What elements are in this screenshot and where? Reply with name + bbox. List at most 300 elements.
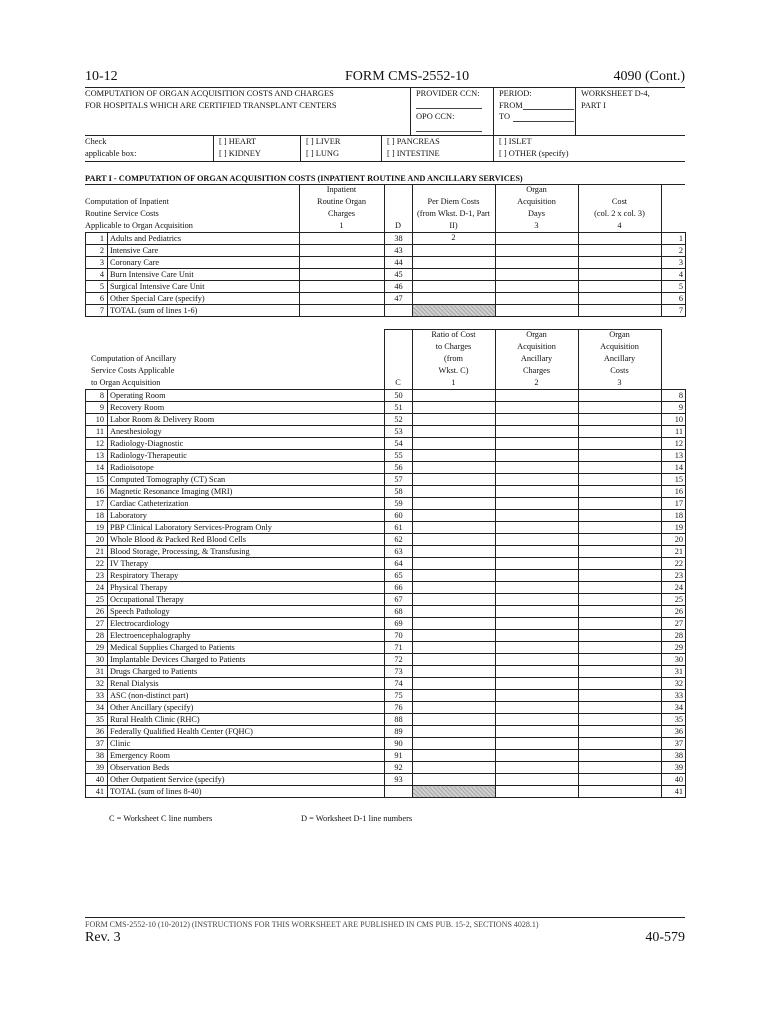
line-number: 33	[86, 690, 108, 702]
wkst-c-line-ref: 51	[385, 402, 413, 414]
per-diem-cell[interactable]	[413, 245, 496, 257]
costs-cell[interactable]	[579, 474, 662, 486]
line-label: Labor Room & Delivery Room	[108, 414, 385, 426]
line-number: 41	[86, 786, 108, 798]
line-number: 20	[86, 534, 108, 546]
costs-cell[interactable]	[579, 546, 662, 558]
wkst-c-line-ref: 52	[385, 414, 413, 426]
per-diem-cell[interactable]	[413, 293, 496, 305]
charges-cell[interactable]	[300, 257, 385, 269]
line-number-right: 13	[662, 450, 686, 462]
wkst-c-line-ref: 64	[385, 558, 413, 570]
wkst-c-line-ref: 93	[385, 774, 413, 786]
per-diem-cell[interactable]	[413, 269, 496, 281]
check-label: Check	[85, 137, 107, 146]
charges-cell[interactable]	[496, 390, 579, 402]
line-number-right: 17	[662, 498, 686, 510]
ratio-cell[interactable]	[413, 414, 496, 426]
line-number-right: 31	[662, 666, 686, 678]
line-number: 29	[86, 642, 108, 654]
table-row	[86, 618, 686, 630]
ratio-cell[interactable]	[413, 582, 496, 594]
costs-cell[interactable]	[579, 534, 662, 546]
wkst-c-line-ref: 68	[385, 606, 413, 618]
charges-cell[interactable]	[496, 726, 579, 738]
charges-cell[interactable]	[496, 402, 579, 414]
line-number: 39	[86, 762, 108, 774]
ratio-cell[interactable]	[413, 390, 496, 402]
line-label: Physical Therapy	[108, 582, 385, 594]
charges-cell[interactable]	[496, 522, 579, 534]
line-number-right: 35	[662, 714, 686, 726]
table-row	[86, 606, 686, 618]
costs-cell[interactable]	[579, 666, 662, 678]
charges-cell[interactable]	[496, 558, 579, 570]
wkst-c-line-ref: 75	[385, 690, 413, 702]
costs-cell[interactable]	[579, 498, 662, 510]
table-row	[86, 498, 686, 510]
charges-cell[interactable]	[496, 414, 579, 426]
ratio-cell[interactable]	[413, 510, 496, 522]
costs-cell[interactable]	[579, 630, 662, 642]
line-number: 4	[86, 269, 108, 281]
line-label: TOTAL (sum of lines 8-40)	[108, 786, 385, 798]
line-number-right: 5	[662, 281, 686, 293]
table-row	[86, 750, 686, 762]
ratio-cell[interactable]	[413, 618, 496, 630]
charges-cell[interactable]	[496, 630, 579, 642]
line-number-right: 33	[662, 690, 686, 702]
table-row	[86, 558, 686, 570]
days-cell[interactable]	[496, 281, 579, 293]
table-row	[86, 390, 686, 402]
table-row	[86, 570, 686, 582]
ratio-cell[interactable]	[413, 774, 496, 786]
charges-cell[interactable]	[496, 654, 579, 666]
line-number: 13	[86, 450, 108, 462]
line-number-right: 32	[662, 678, 686, 690]
line-label: Cardiac Catheterization	[108, 498, 385, 510]
table-row	[86, 245, 686, 257]
line-number-right: 29	[662, 642, 686, 654]
provider-ccn-field[interactable]	[416, 108, 482, 109]
ratio-cell[interactable]	[413, 642, 496, 654]
days-cell[interactable]	[496, 257, 579, 269]
line-label: Other Outpatient Service (specify)	[108, 774, 385, 786]
wkst-c-line-ref: 63	[385, 546, 413, 558]
line-number: 9	[86, 402, 108, 414]
ratio-cell[interactable]	[413, 426, 496, 438]
charges-cell[interactable]	[496, 642, 579, 654]
days-cell[interactable]	[496, 245, 579, 257]
checkbox-islet[interactable]: [ ] ISLET	[499, 137, 532, 146]
days-cell[interactable]	[496, 233, 579, 245]
charges-cell[interactable]	[496, 702, 579, 714]
line-number-right: 23	[662, 570, 686, 582]
line-label: Other Special Care (specify)	[108, 293, 300, 305]
costs-cell[interactable]	[579, 390, 662, 402]
checkbox-heart[interactable]: [ ] HEART	[219, 137, 257, 146]
note-worksheet-c: C = Worksheet C line numbers	[109, 814, 213, 823]
table-row	[86, 654, 686, 666]
routine-col-d: D	[395, 221, 401, 230]
line-label: Burn Intensive Care Unit	[108, 269, 300, 281]
line-label: Renal Dialysis	[108, 678, 385, 690]
ratio-cell[interactable]	[413, 750, 496, 762]
line-number: 30	[86, 654, 108, 666]
line-number: 7	[86, 305, 108, 317]
cost-cell[interactable]	[579, 281, 662, 293]
table-row	[86, 414, 686, 426]
ancillary-col3-heading: Organ Acquisition Ancillary Costs 3	[600, 330, 639, 387]
charges-cell[interactable]	[496, 450, 579, 462]
charges-cell[interactable]	[496, 606, 579, 618]
costs-cell[interactable]	[579, 522, 662, 534]
costs-cell[interactable]	[579, 618, 662, 630]
costs-cell[interactable]	[579, 702, 662, 714]
line-label: Rural Health Clinic (RHC)	[108, 714, 385, 726]
cost-cell[interactable]	[579, 233, 662, 245]
line-number-right: 39	[662, 762, 686, 774]
wkst-c-line-ref: 90	[385, 738, 413, 750]
costs-cell[interactable]	[579, 510, 662, 522]
charges-cell[interactable]	[300, 269, 385, 281]
costs-cell[interactable]	[579, 462, 662, 474]
costs-cell[interactable]	[579, 738, 662, 750]
line-number: 2	[86, 245, 108, 257]
line-number-right: 37	[662, 738, 686, 750]
line-number-right: 27	[662, 618, 686, 630]
line-label: Federally Qualified Health Center (FQHC)	[108, 726, 385, 738]
costs-cell[interactable]	[579, 486, 662, 498]
cost-cell[interactable]	[579, 293, 662, 305]
wkst-c-line-ref	[385, 786, 413, 798]
line-number: 18	[86, 510, 108, 522]
charges-cell[interactable]	[496, 786, 579, 798]
ratio-cell[interactable]	[413, 462, 496, 474]
line-label: Other Ancillary (specify)	[108, 702, 385, 714]
ratio-cell[interactable]	[413, 654, 496, 666]
line-number: 35	[86, 714, 108, 726]
ancillary-desc-heading: Computation of Ancillary Service Costs Applicable to Organ Acquisition	[91, 354, 177, 387]
days-cell[interactable]	[496, 293, 579, 305]
charges-cell[interactable]	[496, 594, 579, 606]
cost-cell[interactable]	[579, 245, 662, 257]
wkst-c-line-ref: 50	[385, 390, 413, 402]
table-row	[86, 269, 686, 281]
line-label: Recovery Room	[108, 402, 385, 414]
charges-cell[interactable]	[496, 750, 579, 762]
line-number: 17	[86, 498, 108, 510]
costs-cell[interactable]	[579, 678, 662, 690]
charges-cell[interactable]	[496, 546, 579, 558]
table-row	[86, 402, 686, 414]
cost-cell[interactable]	[579, 257, 662, 269]
table-row	[86, 510, 686, 522]
charges-cell[interactable]	[496, 714, 579, 726]
charges-cell[interactable]	[496, 738, 579, 750]
costs-cell[interactable]	[579, 438, 662, 450]
costs-cell[interactable]	[579, 690, 662, 702]
ratio-cell[interactable]	[413, 522, 496, 534]
line-number-right: 19	[662, 522, 686, 534]
line-label: Surgical Intensive Care Unit	[108, 281, 300, 293]
wkst-c-line-ref: 70	[385, 630, 413, 642]
line-number: 8	[86, 390, 108, 402]
footer-page-number: 40-579	[645, 930, 685, 945]
footer-revision: Rev. 3	[85, 930, 121, 945]
wkst-c-line-ref: 53	[385, 426, 413, 438]
wkst-c-line-ref: 76	[385, 702, 413, 714]
period-label: PERIOD:	[499, 89, 532, 98]
checkbox-kidney[interactable]: [ ] KIDNEY	[219, 149, 261, 158]
line-number-right: 38	[662, 750, 686, 762]
ratio-cell[interactable]	[413, 402, 496, 414]
costs-cell[interactable]	[579, 426, 662, 438]
provider-ccn-label: PROVIDER CCN:	[416, 89, 480, 98]
wkst-c-line-ref: 67	[385, 594, 413, 606]
line-number: 16	[86, 486, 108, 498]
wkst-c-line-ref: 74	[385, 678, 413, 690]
line-label: Computed Tomography (CT) Scan	[108, 474, 385, 486]
ratio-cell[interactable]	[413, 498, 496, 510]
costs-cell[interactable]	[579, 786, 662, 798]
charges-cell[interactable]	[496, 762, 579, 774]
line-number-right: 25	[662, 594, 686, 606]
wkst-c-line-ref: 56	[385, 462, 413, 474]
ratio-cell[interactable]	[413, 570, 496, 582]
costs-cell[interactable]	[579, 558, 662, 570]
worksheet-part: PART I	[581, 101, 606, 110]
line-number: 11	[86, 426, 108, 438]
line-number-right: 41	[662, 786, 686, 798]
costs-cell[interactable]	[579, 714, 662, 726]
charges-cell[interactable]	[300, 233, 385, 245]
costs-cell[interactable]	[579, 570, 662, 582]
routine-desc-heading: Computation of Inpatient Routine Service Costs Applicable to Organ Acquisition	[85, 197, 193, 230]
wkst-d1-line-ref: 43	[385, 245, 413, 257]
costs-cell[interactable]	[579, 642, 662, 654]
line-number-right: 22	[662, 558, 686, 570]
checkbox-other[interactable]: [ ] OTHER (specify)	[499, 149, 569, 158]
ratio-cell[interactable]	[413, 606, 496, 618]
wkst-c-line-ref: 66	[385, 582, 413, 594]
charges-cell[interactable]	[496, 774, 579, 786]
opo-ccn-field[interactable]	[416, 131, 482, 132]
wkst-c-line-ref: 69	[385, 618, 413, 630]
costs-cell[interactable]	[579, 726, 662, 738]
line-number-right: 40	[662, 774, 686, 786]
per-diem-cell[interactable]	[413, 257, 496, 269]
check-label-2: applicable box:	[85, 149, 137, 158]
wkst-c-line-ref: 60	[385, 510, 413, 522]
line-number-right: 36	[662, 726, 686, 738]
line-number: 5	[86, 281, 108, 293]
table-row	[86, 293, 686, 305]
charges-cell[interactable]	[496, 690, 579, 702]
line-label: Radioisotope	[108, 462, 385, 474]
line-label: TOTAL (sum of lines 1-6)	[108, 305, 300, 317]
form-title-line1: COMPUTATION OF ORGAN ACQUISITION COSTS AND CHARGES	[85, 89, 334, 98]
line-number-right: 10	[662, 414, 686, 426]
line-label: Magnetic Resonance Imaging (MRI)	[108, 486, 385, 498]
costs-cell[interactable]	[579, 594, 662, 606]
ratio-cell[interactable]	[413, 486, 496, 498]
ratio-cell[interactable]	[413, 762, 496, 774]
line-number: 34	[86, 702, 108, 714]
ratio-cell	[413, 786, 496, 798]
wkst-d1-line-ref: 45	[385, 269, 413, 281]
form-title-line2: FOR HOSPITALS WHICH ARE CERTIFIED TRANSPLANT CENTERS	[85, 101, 337, 110]
line-number: 25	[86, 594, 108, 606]
table-row	[86, 474, 686, 486]
charges-cell[interactable]	[496, 618, 579, 630]
worksheet-label: WORKSHEET D-4,	[581, 89, 650, 98]
cost-cell[interactable]	[579, 305, 662, 317]
costs-cell[interactable]	[579, 606, 662, 618]
ratio-cell[interactable]	[413, 714, 496, 726]
ratio-cell[interactable]	[413, 438, 496, 450]
wkst-d1-line-ref: 44	[385, 257, 413, 269]
wkst-c-line-ref: 89	[385, 726, 413, 738]
charges-cell[interactable]	[496, 582, 579, 594]
costs-cell[interactable]	[579, 750, 662, 762]
charges-cell[interactable]	[496, 666, 579, 678]
line-label: Electrocardiology	[108, 618, 385, 630]
ancillary-col-c: C	[395, 378, 401, 387]
charges-cell[interactable]	[496, 534, 579, 546]
ratio-cell[interactable]	[413, 450, 496, 462]
from-date-field[interactable]	[523, 109, 574, 110]
table-row	[86, 450, 686, 462]
costs-cell[interactable]	[579, 762, 662, 774]
per-diem-cell[interactable]	[413, 233, 496, 245]
line-number-right: 18	[662, 510, 686, 522]
table-row	[86, 233, 686, 245]
charges-cell[interactable]	[496, 438, 579, 450]
charges-cell[interactable]	[496, 678, 579, 690]
charges-cell[interactable]	[300, 293, 385, 305]
costs-cell[interactable]	[579, 450, 662, 462]
line-number: 12	[86, 438, 108, 450]
table-row	[86, 426, 686, 438]
checkbox-liver[interactable]: [ ] LIVER	[306, 137, 341, 146]
wkst-c-line-ref: 72	[385, 654, 413, 666]
charges-cell[interactable]	[496, 474, 579, 486]
ratio-cell[interactable]	[413, 678, 496, 690]
checkbox-intestine[interactable]: [ ] INTESTINE	[387, 149, 440, 158]
days-cell[interactable]	[496, 269, 579, 281]
ratio-cell[interactable]	[413, 594, 496, 606]
costs-cell[interactable]	[579, 774, 662, 786]
line-number-right: 2	[662, 245, 686, 257]
charges-cell[interactable]	[300, 305, 385, 317]
line-number-right: 4	[662, 269, 686, 281]
part1-title: PART I - COMPUTATION OF ORGAN ACQUISITION COSTS (INPATIENT ROUTINE AND ANCILLARY SERVICES)	[85, 174, 523, 183]
to-label: TO	[499, 112, 511, 121]
line-number-right: 15	[662, 474, 686, 486]
wkst-c-line-ref: 59	[385, 498, 413, 510]
line-number-right: 28	[662, 630, 686, 642]
charges-cell[interactable]	[496, 510, 579, 522]
charges-cell[interactable]	[300, 281, 385, 293]
routine-col1-heading: Inpatient Routine Organ Charges 1	[317, 185, 366, 230]
line-number: 27	[86, 618, 108, 630]
to-date-field[interactable]	[513, 121, 574, 122]
ratio-cell[interactable]	[413, 534, 496, 546]
ratio-cell[interactable]	[413, 690, 496, 702]
line-label: ASC (non-distinct part)	[108, 690, 385, 702]
line-number: 1	[86, 233, 108, 245]
table-row	[86, 726, 686, 738]
table-row	[86, 486, 686, 498]
header-date: 10-12	[85, 69, 118, 84]
table-row	[86, 786, 686, 798]
ratio-cell[interactable]	[413, 474, 496, 486]
line-label: Drugs Charged to Patients	[108, 666, 385, 678]
table-row	[86, 690, 686, 702]
charges-cell[interactable]	[496, 486, 579, 498]
charges-cell[interactable]	[300, 245, 385, 257]
checkbox-lung[interactable]: [ ] LUNG	[306, 149, 340, 158]
charges-cell[interactable]	[496, 462, 579, 474]
line-number: 24	[86, 582, 108, 594]
costs-cell[interactable]	[579, 414, 662, 426]
table-row	[86, 738, 686, 750]
line-number-right: 16	[662, 486, 686, 498]
ratio-cell[interactable]	[413, 630, 496, 642]
ratio-cell[interactable]	[413, 702, 496, 714]
ratio-cell[interactable]	[413, 546, 496, 558]
wkst-c-line-ref: 62	[385, 534, 413, 546]
cost-cell[interactable]	[579, 269, 662, 281]
line-number-right: 9	[662, 402, 686, 414]
charges-cell[interactable]	[496, 570, 579, 582]
costs-cell[interactable]	[579, 402, 662, 414]
wkst-c-line-ref: 73	[385, 666, 413, 678]
wkst-d1-line-ref	[385, 305, 413, 317]
line-label: Intensive Care	[108, 245, 300, 257]
ancillary-table	[85, 389, 686, 798]
ratio-cell[interactable]	[413, 666, 496, 678]
charges-cell[interactable]	[496, 498, 579, 510]
per-diem-cell[interactable]	[413, 281, 496, 293]
days-cell[interactable]	[496, 305, 579, 317]
costs-cell[interactable]	[579, 654, 662, 666]
ratio-cell[interactable]	[413, 738, 496, 750]
ratio-cell[interactable]	[413, 726, 496, 738]
charges-cell[interactable]	[496, 426, 579, 438]
line-label: Medical Supplies Charged to Patients	[108, 642, 385, 654]
line-label: Implantable Devices Charged to Patients	[108, 654, 385, 666]
routine-table	[85, 232, 686, 317]
line-label: Clinic	[108, 738, 385, 750]
line-number: 10	[86, 414, 108, 426]
line-number-right: 34	[662, 702, 686, 714]
ratio-cell[interactable]	[413, 558, 496, 570]
line-label: PBP Clinical Laboratory Services-Program Only	[108, 522, 385, 534]
header-section: 4090 (Cont.)	[613, 69, 685, 84]
table-row	[86, 546, 686, 558]
wkst-c-line-ref: 88	[385, 714, 413, 726]
table-row	[86, 762, 686, 774]
line-number-right: 11	[662, 426, 686, 438]
checkbox-pancreas[interactable]: [ ] PANCREAS	[387, 137, 440, 146]
per-diem-cell	[413, 305, 496, 317]
table-row	[86, 702, 686, 714]
table-row	[86, 630, 686, 642]
costs-cell[interactable]	[579, 582, 662, 594]
